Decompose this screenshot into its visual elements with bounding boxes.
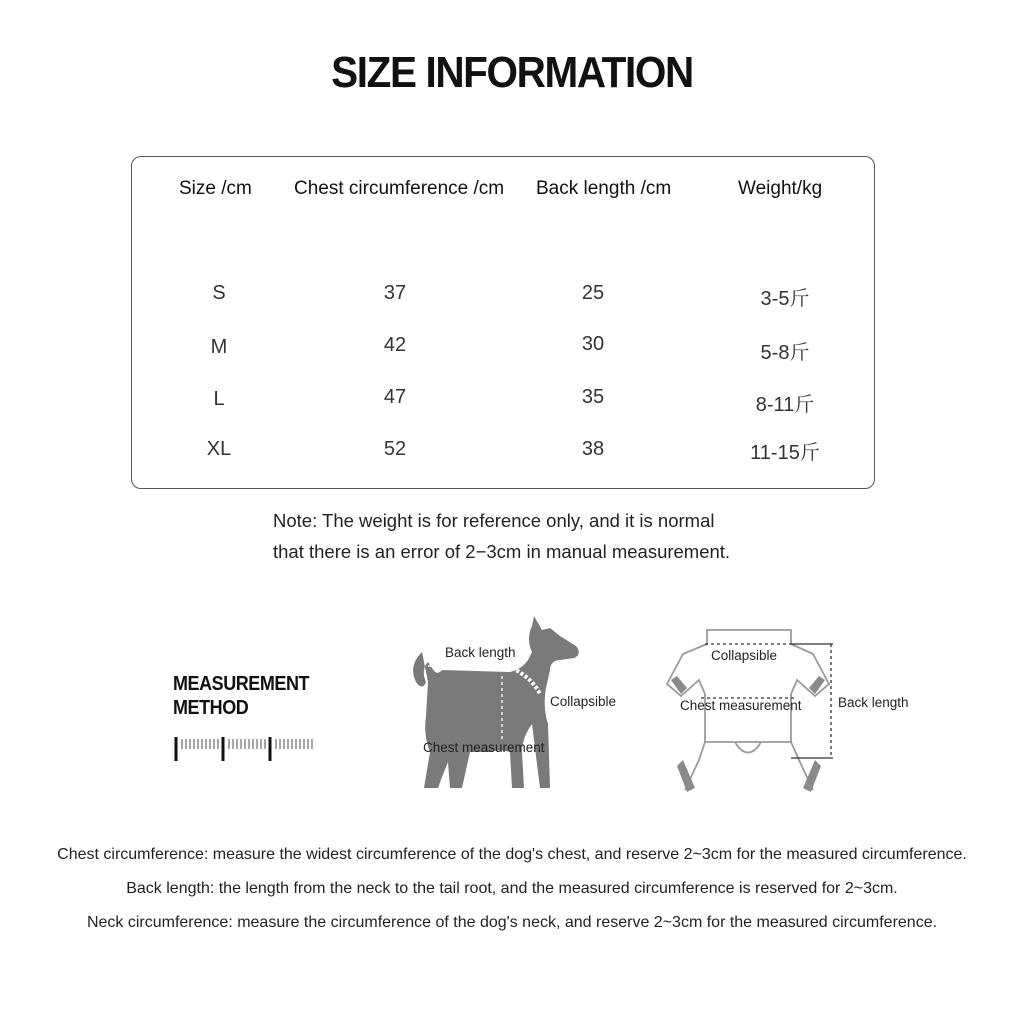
- cell-weight-s: 3-5斤: [760, 288, 810, 310]
- header-weight: Weight/kg: [738, 178, 823, 199]
- measurement-title-line-1: MEASUREMENT: [173, 673, 310, 695]
- cell-size-s: S: [212, 282, 226, 304]
- header-chest: Chest circumference /cm: [294, 178, 505, 199]
- header-size: Size /cm: [179, 178, 252, 199]
- cell-back-m: 30: [581, 333, 605, 355]
- header-back-length: Back length /cm: [536, 178, 672, 199]
- chest-description: Chest circumference: measure the widest circumference of the dog's chest, and reserve 2~3cm for the measured circumference.: [57, 846, 967, 863]
- dog-back-length-label: Back length: [445, 645, 516, 660]
- cell-back-xl: 38: [581, 438, 605, 460]
- cell-weight-m: 5-8斤: [760, 342, 810, 364]
- note-line-2: that there is an error of 2−3cm in manual measurement.: [273, 541, 731, 562]
- garment-back-length-label: Back length: [838, 695, 909, 710]
- cell-chest-l: 47: [383, 386, 407, 408]
- page-title: SIZE INFORMATION: [331, 48, 693, 97]
- dog-collapsible-label: Collapsible: [550, 694, 617, 709]
- cell-chest-xl: 52: [383, 438, 407, 460]
- measurement-method-title: [173, 672, 309, 720]
- cell-weight-xl: 11-15斤: [750, 442, 820, 464]
- cell-size-xl: XL: [206, 438, 232, 460]
- measurement-title-line-2: METHOD: [173, 697, 249, 719]
- back-length-description: Back length: the length from the neck to the tail root, and the measured circumference is reserved for 2~3cm.: [126, 880, 898, 897]
- dog-chest-label: Chest measurement: [423, 740, 545, 755]
- cell-back-s: 25: [581, 282, 605, 304]
- cell-size-m: M: [210, 336, 228, 358]
- cell-back-l: 35: [581, 386, 605, 408]
- cell-weight-l: 8-11斤: [755, 394, 815, 416]
- garment-chest-label: Chest measurement: [680, 698, 802, 713]
- note-line-1: Note: The weight is for reference only, and it is normal: [273, 510, 715, 531]
- ruler-icon: [173, 734, 318, 764]
- cell-chest-m: 42: [383, 334, 407, 356]
- cell-size-l: L: [213, 388, 225, 410]
- neck-description: Neck circumference: measure the circumference of the dog's neck, and reserve 2~3cm for the measured circumference.: [86, 914, 938, 931]
- cell-chest-s: 37: [383, 282, 407, 304]
- garment-collapsible-label: Collapsible: [711, 648, 778, 663]
